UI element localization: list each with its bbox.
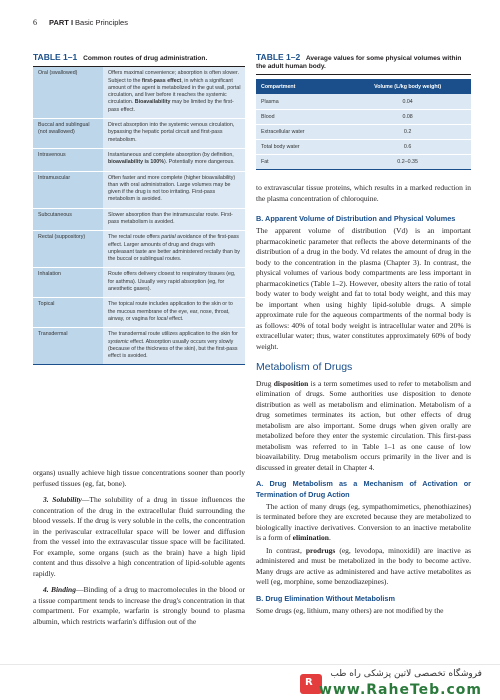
- description-cell: [103, 328, 245, 365]
- route-cell: Intramuscular: [33, 171, 103, 208]
- table-row: [33, 67, 245, 118]
- volume-cell: 0.6: [344, 139, 471, 154]
- table-row: [256, 124, 471, 139]
- table-row: [33, 328, 245, 365]
- paragraph: organs) usually achieve high tissue concentrations sooner than poorly perfused tissues (eg, fat, bone).: [33, 468, 245, 488]
- description-cell: [103, 231, 245, 268]
- emphasis: systemic: [108, 338, 129, 345]
- key-term: elimination: [292, 533, 329, 543]
- text-run: Instantaneous and complete absorption (by definition,: [108, 151, 234, 158]
- paragraph-body: —Binding of a drug to macromolecules in the blood or a tissue compartment tends to increase the drug's concentration in that compartment. For example, warfarin is strongly bound to plasma albumin, which restricts warfarin's diffusion out of the: [33, 585, 245, 626]
- emphasis: local: [156, 315, 168, 322]
- text-run: Often faster and more complete (higher bioavailability) than with oral administration. Large volumes may be given if the drug is not too irritating. First-pass metabolism is avoided.: [108, 174, 236, 203]
- paragraph: The apparent volume of distribution (Vd) is an important pharmacokinetic parameter that reflects the above determinants of the distribution of a drug in the body. Vd relates the amount of drug in the body to the concentration in the plasma (Chapter 3). In contrast, the physical volumes of various body compartments are less important in pharmacokinetics (Table 1–2). However, obesity alters the ratio of total body water to body weight and fat to total body weight, and this may be important when using highly lipid-soluble drugs. A simple approximate rule for the aqueous compartments of the normal body is as follows: 40% of total body weight is intracellular water and 20% is extracellular water; thus, water constitutes approximately 60% of body weight.: [256, 226, 471, 351]
- key-term: prodrugs: [305, 545, 336, 555]
- text-run: The rectal route offers: [108, 234, 162, 241]
- section-heading-vd: B. Apparent Volume of Distribution and Physical Volumes: [256, 214, 456, 223]
- text-run: effect.: [167, 315, 184, 322]
- key-term: first-pass effect: [141, 77, 182, 84]
- table1-title: Common routes of drug administration.: [83, 55, 208, 62]
- paragraph: [256, 379, 471, 474]
- table-row: [33, 298, 245, 328]
- description-cell: [103, 268, 245, 298]
- description-cell: [103, 171, 245, 208]
- route-cell: Topical: [33, 298, 103, 328]
- text-run: Route offers delivery closest to respiratory tissues (eg, for asthma). Usually very rapid absorption (eg, for anesthetic gases).: [108, 271, 236, 293]
- table2-number: TABLE 1–2: [256, 52, 301, 62]
- table1-number: TABLE 1–1: [33, 52, 78, 62]
- table-row: [33, 208, 245, 231]
- key-term: bioavailability is 100%: [108, 159, 164, 166]
- text-run: , in which a significant amount of the agent is metabolized in the gut wall, portal circulation, and liver before it reaches the systemic circulation.: [108, 77, 241, 106]
- text-run: .: [328, 533, 331, 543]
- run-in-heading: Solubility: [52, 495, 82, 504]
- text-run: The transdermal route utilizes application to the skin for: [108, 331, 238, 338]
- store-name: فروشگاه تخصصی لاتین پزشکی راه طب: [330, 669, 482, 679]
- route-cell: Subcutaneous: [33, 208, 103, 231]
- item-number: 3.: [43, 495, 49, 504]
- section-heading-activation: A. Drug Metabolism as a Mechanism of Activation or Termination of Drug Action: [256, 479, 471, 499]
- paragraph: [256, 502, 471, 544]
- compartment-cell: Fat: [256, 154, 344, 169]
- table-row: [256, 139, 471, 154]
- route-cell: Inhalation: [33, 268, 103, 298]
- watermark-banner: [0, 664, 500, 700]
- paragraph-body: —The solubility of a drug in tissue influences the concentration of the drug in the extracellular fluid surrounding the blood vessels. If the drug is very soluble in the cells, the concentration in the perivascular extracellular space will be lower and diffusion from the vessel into the extravascular tissue space will be facilitated. For example, some organs (such as the brain) have a high lipid content and thus dissolve a high concentration of lipid-soluble agents rapidly.: [33, 495, 245, 578]
- table-row: [33, 171, 245, 208]
- route-cell: Intravenous: [33, 148, 103, 171]
- text-run: The topical route includes application to the skin or to the mucous membrane of the eye, ear, nose, throat, airway, or vagina for: [108, 301, 233, 322]
- left-column-text: [33, 468, 245, 629]
- section-heading-elimination: B. Drug Elimination Without Metabolism: [256, 593, 395, 603]
- table1-body: [33, 67, 245, 365]
- binding-paragraph: [33, 585, 245, 627]
- table-row: [256, 94, 471, 109]
- table2-title: Average values for some physical volumes within the adult human body.: [256, 55, 462, 71]
- part-title: Basic Principles: [75, 18, 128, 27]
- store-url-link[interactable]: www.RaheTeb.com: [319, 682, 482, 698]
- paragraph: [256, 546, 471, 588]
- volume-cell: 0.08: [344, 109, 471, 124]
- volume-cell: 0.2–0.35: [344, 154, 471, 169]
- table-routes-of-administration: [33, 52, 245, 365]
- description-cell: [103, 208, 245, 231]
- right-column-text: [256, 183, 471, 619]
- logo-letter: R: [305, 677, 313, 688]
- section-heading-metabolism: Metabolism of Drugs: [256, 361, 353, 374]
- table2-body: [256, 94, 471, 169]
- table-row: [33, 148, 245, 171]
- text-run: Drug: [256, 378, 274, 388]
- text-run: ). Potentially more dangerous.: [163, 159, 235, 166]
- key-term: Bioavailability: [134, 99, 171, 106]
- description-cell: [103, 119, 245, 149]
- table-row: [256, 154, 471, 169]
- part-label: PART I: [49, 18, 74, 27]
- paragraph: to extravascular tissue proteins, which results in a marked reduction in the plasma concentration of chloroquine.: [256, 183, 471, 203]
- solubility-paragraph: [33, 495, 245, 579]
- text-run: In contrast,: [266, 545, 306, 555]
- table1-caption: [33, 52, 245, 67]
- run-in-heading: Binding: [50, 585, 76, 594]
- text-run: is a term sometimes used to refer to metabolism and elimination of drugs. Some authorities use disposition to denote distribution as well as metabolism and elimination. Metabolism of a drug sometimes terminates its action, but other effects of drug metabolism are also important. Some drugs when given orally are metabolized before they enter the systemic circulation. This first-pass metabolism was referred to in Table 1–1 as one cause of low bioavailability. Drug metabolism occurs primarily in the liver and is discussed in greater detail in Chapter 4.: [256, 378, 471, 472]
- table2-header-row: [256, 79, 471, 94]
- route-cell: Oral (swallowed): [33, 67, 103, 118]
- description-cell: [103, 298, 245, 328]
- text-run: may be limited by the first-pass effect.: [108, 99, 234, 113]
- route-cell: Rectal (suppository): [33, 231, 103, 268]
- volume-cell: 0.2: [344, 124, 471, 139]
- table2-col-compartment: Compartment: [256, 79, 344, 94]
- item-number: 4.: [43, 585, 49, 594]
- table-row: [256, 109, 471, 124]
- text-run: avoidance of the first-pass effect. Larger amounts of drug and drugs with unpleasant taste are better administered rectally than by the buccal or sublingual routes.: [108, 234, 240, 263]
- route-cell: Buccal and sublingual (not swallowed): [33, 119, 103, 149]
- route-cell: Transdermal: [33, 328, 103, 365]
- table2-caption: [256, 52, 471, 75]
- table-physical-volumes: [256, 52, 471, 170]
- running-head: [33, 18, 128, 27]
- compartment-cell: Blood: [256, 109, 344, 124]
- table-row: [33, 119, 245, 149]
- text-run: effect. Absorption usually occurs very slowly (because of the thickness of the skin), but the first-pass effect is avoided.: [108, 338, 238, 360]
- table2-col-volume: Volume (L/kg body weight): [344, 79, 471, 94]
- text-run: Slower absorption than the intramuscular route. First-pass metabolism is avoided.: [108, 211, 233, 225]
- table-row: [33, 231, 245, 268]
- key-term: disposition: [273, 378, 309, 388]
- description-cell: [103, 148, 245, 171]
- compartment-cell: Plasma: [256, 94, 344, 109]
- text-run: Direct absorption into the systemic venous circulation, bypassing the hepatic portal circuit and first-pass metabolism.: [108, 122, 235, 143]
- table-row: [33, 268, 245, 298]
- text-run: (eg, levodopa, minoxidil) are inactive as administered and must be metabolized in the body to become active. Many drugs are active as administered and have active metabolites as well (eg, morphine, some benzodiazepines).: [256, 545, 471, 587]
- paragraph: Some drugs (eg, lithium, many others) are not modified by the: [256, 606, 444, 615]
- volume-cell: 0.04: [344, 94, 471, 109]
- description-cell: [103, 67, 245, 118]
- page-number: 6: [33, 18, 37, 27]
- compartment-cell: Total body water: [256, 139, 344, 154]
- compartment-cell: Extracellular water: [256, 124, 344, 139]
- text-run: Offers maximal convenience; absorption is often slower. Subject to the: [108, 70, 239, 84]
- emphasis: partial: [161, 234, 176, 241]
- text-run: The action of many drugs (eg, sympathomimetics, phenothiazines) is terminated before they are excreted because they are metabolized to biologically inactive derivatives. Conversion to an inactive metabolite is a form of: [256, 501, 471, 543]
